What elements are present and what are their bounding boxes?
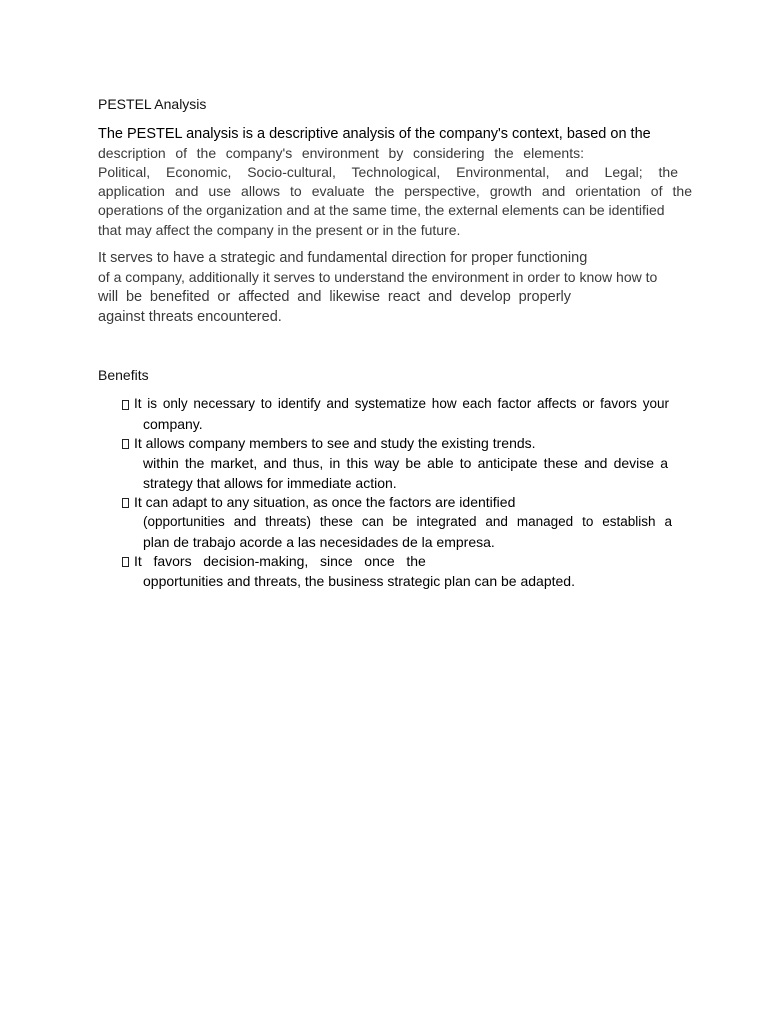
benefit-item-4 (122, 552, 426, 570)
benefit-item-2 (122, 434, 536, 452)
paragraph-1-line-5: operations of the organization and at the same time, the external elements can be identified (98, 202, 665, 218)
document-title: PESTEL Analysis (98, 96, 207, 112)
benefit-2-cont-1: within the market, and thus, in this way be able to anticipate these and devise a (143, 455, 668, 471)
benefit-3-text: It can adapt to any situation, as once the factors are identified (134, 494, 516, 510)
missing-glyph-box-icon (122, 400, 129, 410)
benefit-1-cont-1: company. (143, 416, 203, 432)
benefit-1-text: It is only necessary to identify and systematize how each factor affects or favors your (134, 396, 669, 411)
paragraph-2-line-2: of a company, additionally it serves to understand the environment in order to know how to (98, 269, 658, 285)
paragraph-1-line-4: application and use allows to evaluate the perspective, growth and orientation of the (98, 183, 692, 199)
missing-glyph-box-icon (122, 498, 129, 508)
benefit-3-cont-1: (opportunities and threats) these can be integrated and managed to establish a (143, 514, 672, 529)
benefit-4-cont-1: opportunities and threats, the business strategic plan can be adapted. (143, 573, 575, 589)
paragraph-2-line-3: will be benefited or affected and likewise react and develop properly (98, 289, 571, 305)
benefit-2-text: It allows company members to see and study the existing trends. (134, 435, 536, 451)
paragraph-1-line-3: Political, Economic, Socio-cultural, Technological, Environmental, and Legal; the (98, 164, 678, 180)
benefit-3-cont-2: plan de trabajo acorde a las necesidades de la empresa. (143, 534, 495, 550)
paragraph-1-line-1: The PESTEL analysis is a descriptive analysis of the company's context, based on the (98, 126, 651, 142)
missing-glyph-box-icon (122, 439, 129, 449)
paragraph-1-line-6: that may affect the company in the present or in the future. (98, 222, 461, 238)
paragraph-1-line-2: description of the company's environment by considering the elements: (98, 145, 584, 161)
paragraph-2-line-1: It serves to have a strategic and fundamental direction for proper functioning (98, 250, 588, 266)
benefit-item-3 (122, 493, 515, 511)
benefit-4-text: It favors decision-making, since once the (134, 553, 426, 569)
paragraph-2-line-4: against threats encountered. (98, 309, 282, 325)
missing-glyph-box-icon (122, 557, 129, 567)
benefit-2-cont-2: strategy that allows for immediate action. (143, 475, 397, 491)
benefits-heading: Benefits (98, 367, 149, 383)
benefit-item-1 (122, 395, 669, 413)
